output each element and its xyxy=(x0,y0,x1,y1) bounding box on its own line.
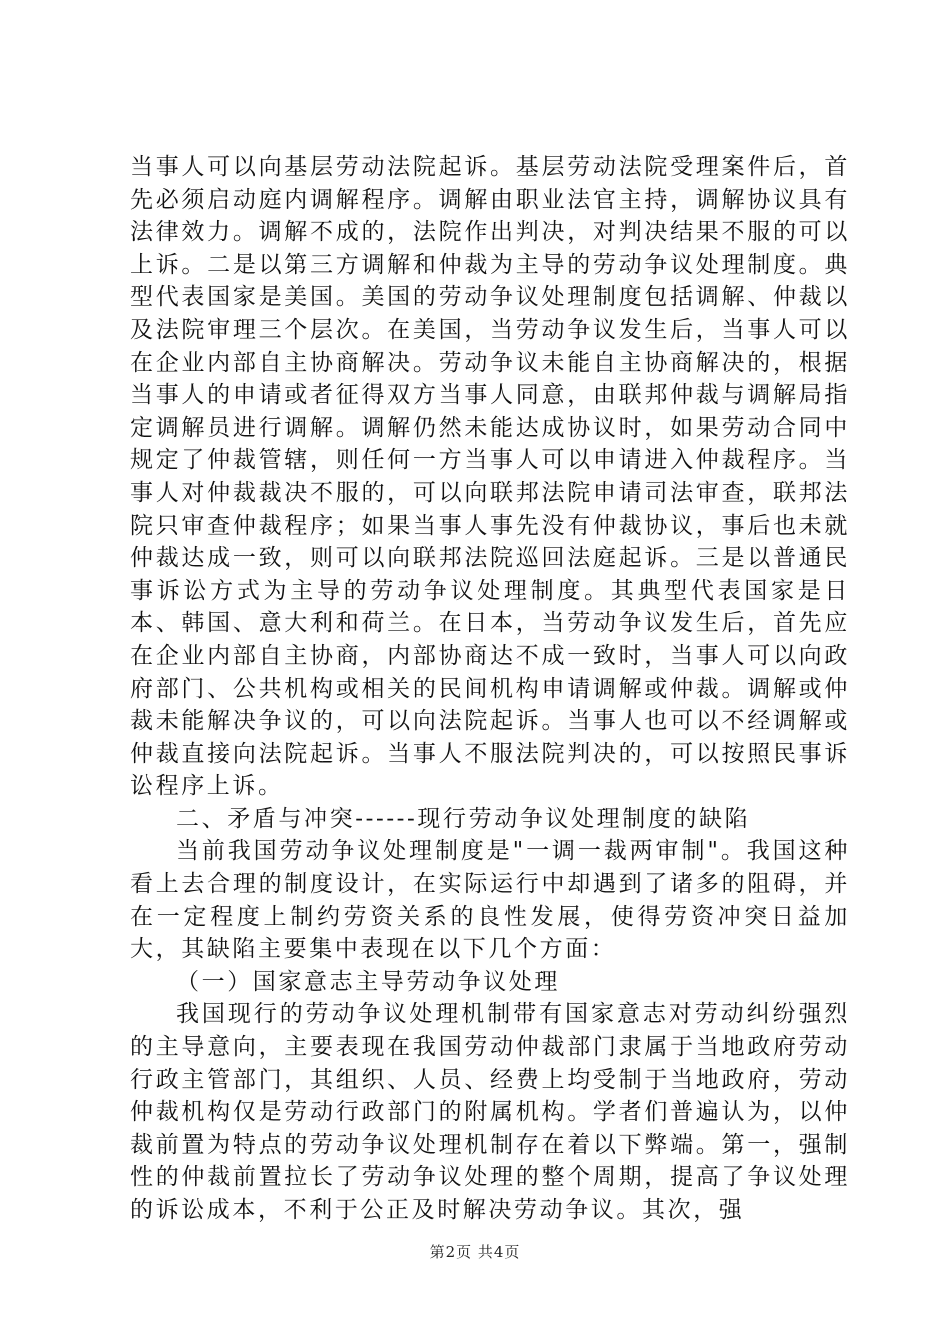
page-footer: 第2页 共4页 xyxy=(429,1243,521,1261)
paragraph-intro: 当前我国劳动争议处理制度是"一调一裁两审制"。我国这种看上去合理的制度设计，在实际运行中却遇到了诸多的阻碍，并在一定程度上制约劳资关系的良性发展，使得劳资冲突日益加大，其缺陷主要集中表现在以下几个方面： xyxy=(130,838,850,963)
paragraph-body: 我国现行的劳动争议处理机制带有国家意志对劳动纠纷强烈的主导意向，主要表现在我国劳动仲裁部门隶属于当地政府劳动行政主管部门，其组织、人员、经费上均受制于当地政府，劳动仲裁机构仅是劳动行政部门的附属机构。学者们普遍认为，以仲裁前置为特点的劳动争议处理机制存在着以下弊端。第一，强制性的仲裁前置拉长了劳动争议处理的整个周期，提高了争议处理的诉讼成本，不利于公正及时解决劳动争议。其次，强 xyxy=(130,1001,850,1223)
paragraph-continuation: 当事人可以向基层劳动法院起诉。基层劳动法院受理案件后，首先必须启动庭内调解程序。调解由职业法官主持，调解协议具有法律效力。调解不成的，法院作出判决，对判决结果不服的可以上诉。二是以第三方调解和仲裁为主导的劳动争议处理制度。典型代表国家是美国。美国的劳动争议处理制度包括调解、仲裁以及法院审理三个层次。在美国，当劳动争议发生后，当事人可以在企业内部自主协商解决。劳动争议未能自主协商解决的，根据当事人的申请或者征得双方当事人同意，由联邦仲裁与调解局指定调解员进行调解。调解仍然未能达成协议时，如果劳动合同中规定了仲裁管辖，则任何一方当事人可以申请进入仲裁程序。当事人对仲裁裁决不服的，可以向联邦法院申请司法审查，联邦法院只审查仲裁程序；如果当事人事先没有仲裁协议，事后也未就仲裁达成一致，则可以向联邦法院巡回法庭起诉。三是以普通民事诉讼方式为主导的劳动争议处理制度。其典型代表国家是日本、韩国、意大利和荷兰。在日本，当劳动争议发生后，首先应在企业内部自主协商，内部协商达不成一致时，当事人可以向政府部门、公共机构或相关的民间机构申请调解或仲裁。调解或仲裁未能解决争议的，可以向法院起诉。当事人也可以不经调解或仲裁直接向法院起诉。当事人不服法院判决的，可以按照民事诉讼程序上诉。 xyxy=(130,154,850,800)
section-heading: 二、矛盾与冲突------现行劳动争议处理制度的缺陷 xyxy=(176,805,751,832)
document-body xyxy=(130,151,850,1227)
subsection-heading: （一）国家意志主导劳动争议处理 xyxy=(176,968,560,995)
